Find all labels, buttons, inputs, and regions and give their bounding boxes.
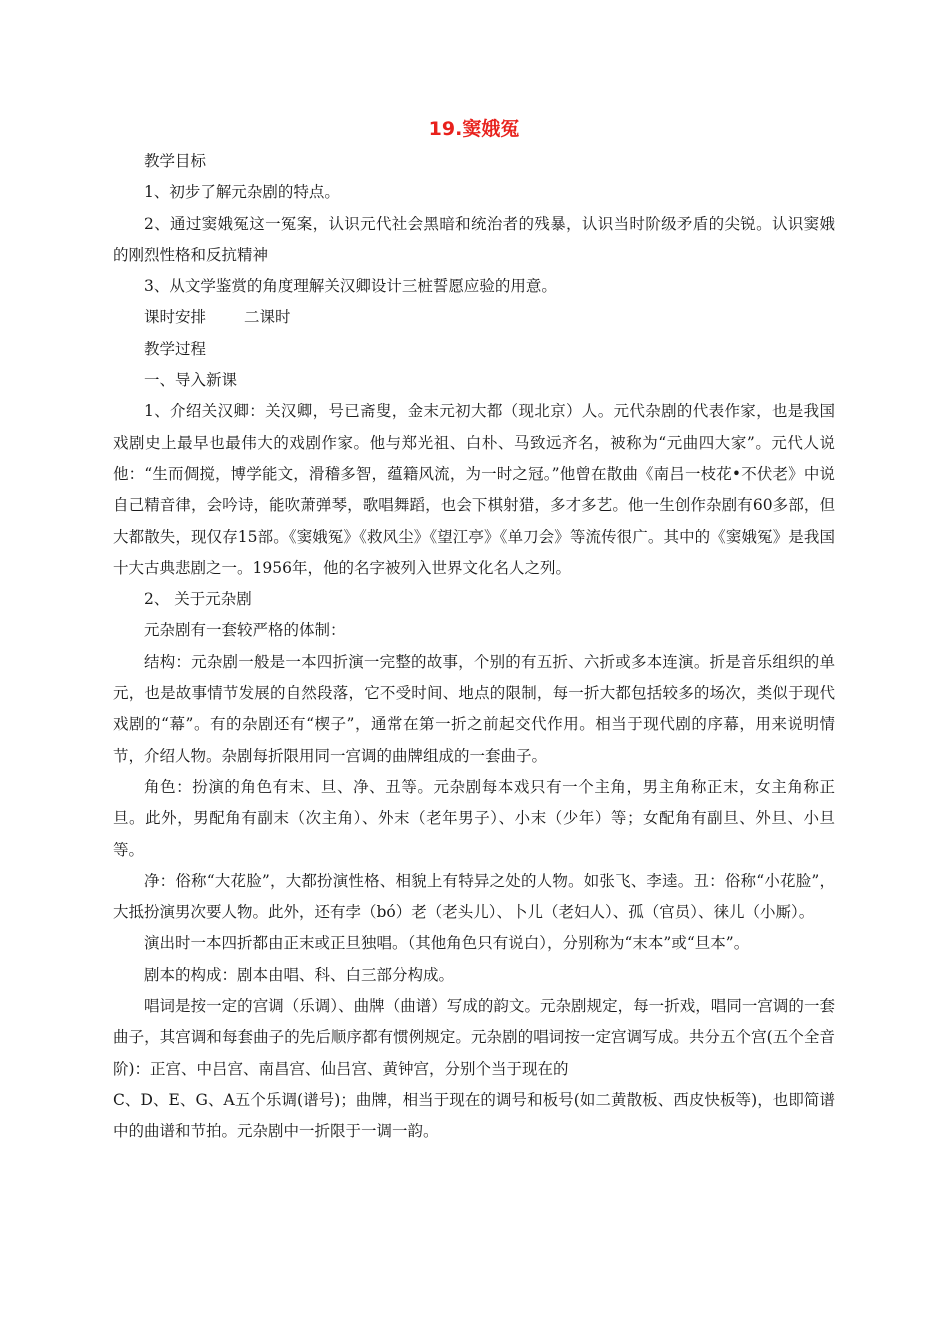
paragraph-structure: 结构：元杂剧一般是一本四折演一完整的故事，个别的有五折、六折或多本连演。折是音乐组织的单元，也是故事情节发展的自然段落，它不受时间、地点的限制，每一折大都包括较多的场次，类似于现代戏剧的“幕”。有的杂剧还有“楔子”，通常在第一折之前起交代作用。相当于现代剧的序幕，用来说明情节，介绍人物。杂剧每折限用同一宫调的曲牌组成的一套曲子。 [113, 652, 835, 765]
goal-1: 1、初步了解元杂剧的特点。 [144, 183, 340, 202]
document-page [113, 112, 835, 1148]
schedule-value: 二课时 [244, 308, 291, 327]
paragraph-jing-chou: 净：俗称“大花脸”，大都扮演性格、相貌上有特异之处的人物。如张飞、李逵。丑：俗称“小花脸”，大抵扮演男次要人物。此外，还有孛（bó）老（老头儿）、卜儿（老妇人）、孤（官员）、徕儿（小厮）。 [113, 871, 835, 922]
goal-2: 2、通过窦娥冤这一冤案，认识元代社会黑暗和统治者的残暴，认识当时阶级矛盾的尖锐。认识窦娥的刚烈性格和反抗精神 [113, 214, 835, 264]
paragraph-lyrics: 唱词是按一定的宫调（乐调）、曲牌（曲谱）写成的韵文。元杂剧规定，每一折戏，唱同一宫调的一套曲子，其宫调和每套曲子的先后顺序都有惯例规定。元杂剧的唱词按一定宫调写成。共分五个宫(五个全音阶)：正宫、中吕宫、南昌宫、仙吕宫、黄钟宫，分别个当于现在的 [113, 997, 835, 1078]
goal-3: 3、从文学鉴赏的角度理解关汉卿设计三桩誓愿应验的用意。 [144, 277, 557, 296]
paragraph-roles: 角色：扮演的角色有末、旦、净、丑等。元杂剧每本戏只有一个主角，男主角称正末，女主角称正旦。此外，男配角有副末（次主角）、外末（老年男子）、小末（少年）等；女配角有副旦、外旦、小旦等。 [113, 777, 835, 859]
heading-intro: 一、导入新课 [144, 371, 238, 390]
heading-teaching-process: 教学过程 [144, 339, 207, 358]
heading-yuan-zaju: 2、 关于元杂剧 [144, 590, 252, 609]
paragraph-guan-hanqing: 1、介绍关汉卿：关汉卿，号已斋叟，金末元初大都（现北京）人。元代杂剧的代表作家，也是我国戏剧史上最早也最伟大的戏剧作家。他与郑光祖、白朴、马致远齐名，被称为“元曲四大家”。元代人说他：“生而倜搅，博学能文，滑稽多智，蕴籍风流，为一时之冠。”他曾在散曲《南吕一枝花•不伏老》中说自己精音律，会吟诗，能吹萧弹琴，歌唱舞蹈，也会下棋射猎，多才多艺。他一生创作杂剧有60多部，但大都散失，现仅存15部。《窦娥冤》《救风尘》《望江亭》《单刀会》等流传很广。其中的《窦娥冤》是我国十大古典悲剧之一。1956年，他的名字被列入世界文化名人之列。 [113, 402, 835, 577]
heading-teaching-goals: 教学目标 [144, 152, 207, 170]
paragraph-composition: 剧本的构成：剧本由唱、科、白三部分构成。 [144, 965, 455, 984]
paragraph-system: 元杂剧有一套较严格的体制： [144, 621, 346, 640]
document-title: 19.窦娥冤 [428, 118, 520, 140]
paragraph-performance: 演出时一本四折都由正末或正旦独唱。（其他角色只有说白），分别称为“末本”或“旦本”。 [144, 934, 750, 953]
schedule-label: 课时安排 [144, 308, 207, 327]
paragraph-modes: C、D、E、G、A五个乐调(谱号)；曲牌，相当于现在的调号和板号(如二黄散板、西皮快板等)，也即简谱中的曲谱和节拍。元杂剧中一折限于一调一韵。 [113, 1090, 835, 1141]
schedule-line [113, 302, 835, 333]
